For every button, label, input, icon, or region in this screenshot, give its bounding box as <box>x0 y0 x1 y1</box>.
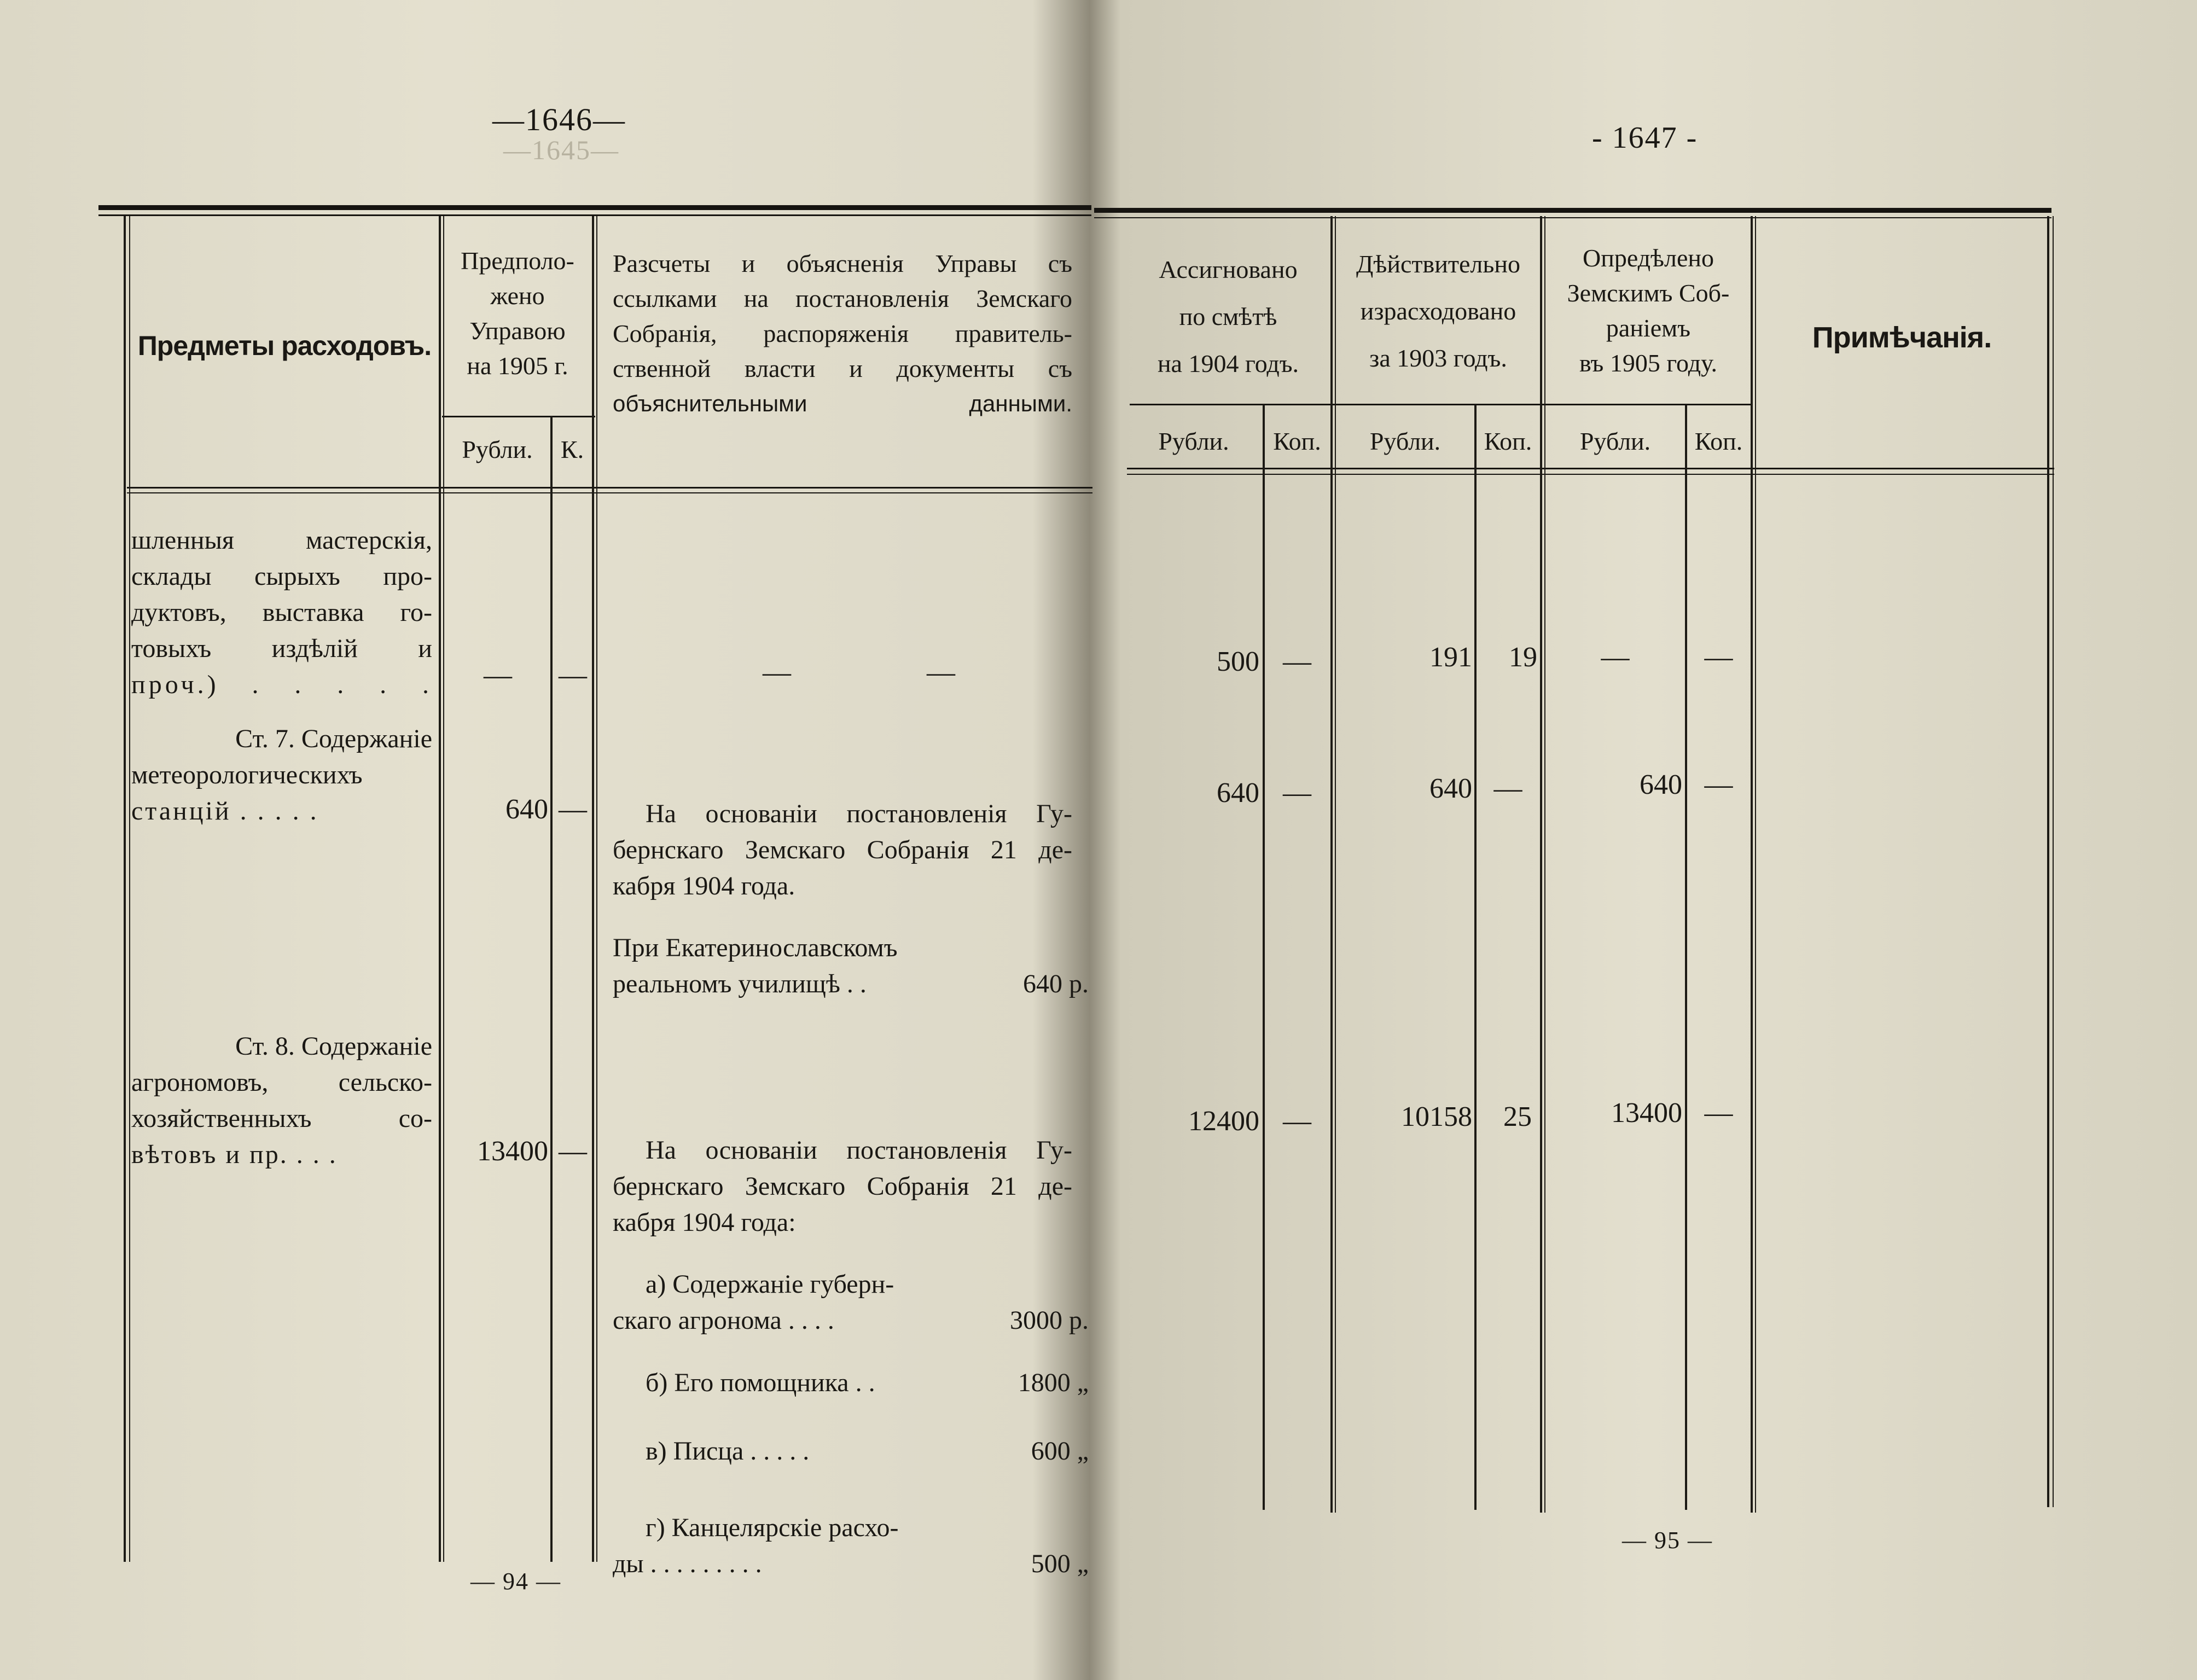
row2-note: На основаніи постановленія Гу- бернскаго Земскаго Собранія 21 де- кабря 1904 года. <box>613 799 1072 900</box>
items-column-rule-2 <box>443 216 444 1562</box>
right-border-rule-2 <box>2053 216 2054 1507</box>
header-assigned: Ассигновано по смѣтѣ на 1904 годъ. <box>1157 255 1299 377</box>
r1-det-kop: — <box>1704 642 1733 673</box>
right-header-rule-2 <box>1127 474 2054 475</box>
proposed-column-rule-2 <box>596 216 597 1562</box>
left-subheader-rule <box>442 416 595 417</box>
det-column-rule-2 <box>1755 216 1756 1513</box>
r2-actual-rubles: 640 <box>1429 773 1472 804</box>
r1-assigned-kop: — <box>1283 646 1311 677</box>
right-page-number: - 1647 - <box>1592 121 1698 155</box>
header-assigned-rubles: Рубли. <box>1158 427 1229 455</box>
left-header-rule <box>127 487 1092 489</box>
rubles-kop-rule <box>550 416 553 1562</box>
assigned-column-rule <box>1330 216 1333 1513</box>
left-footer-page-number: — 94 — <box>470 1568 561 1595</box>
header-rubles: Рубли. <box>462 435 533 463</box>
assigned-kop-rule <box>1263 405 1265 1510</box>
r3-assigned-kop: — <box>1283 1106 1311 1137</box>
r3-det-kop: — <box>1704 1097 1733 1129</box>
actual-column-rule-2 <box>1544 216 1545 1513</box>
header-actual-kop: Коп. <box>1484 427 1532 455</box>
item-row-1: шленныя мастерскія, склады сырыхъ про- дуктовъ, выставка го- товыхъ издѣлій и проч.) . . . . . <box>131 526 432 699</box>
row3-subline-d: г) Канцелярскіе расхо- ды . . . . . . . . . 500 „ <box>613 1510 1089 1582</box>
left-border-rule-2 <box>129 216 130 1562</box>
item-row-3: Ст. 8. Содержаніе агрономовъ, сельско- хозяйственныхъ со- вѣтовъ и пр. . . . <box>131 1032 432 1169</box>
header-assigned-kop: Коп. <box>1273 427 1321 455</box>
det-column-rule <box>1751 216 1753 1513</box>
right-header-rule <box>1127 468 2054 469</box>
row1-kop: — <box>559 660 587 691</box>
r3-assigned-rubles: 12400 <box>1188 1106 1259 1137</box>
header-kop: К. <box>560 435 584 463</box>
header-actual: Дѣйствительно израсходовано за 1903 годъ. <box>1356 250 1520 372</box>
row2-subline-value: 640 р. <box>1023 969 1089 998</box>
right-top-rule <box>1094 208 2051 213</box>
r1-assigned-rubles: 500 <box>1217 646 1259 677</box>
row3-rubles: 13400 <box>477 1136 548 1167</box>
right-footer-page-number: — 95 — <box>1622 1527 1713 1554</box>
left-page-bleed-number: —1645— <box>503 135 619 165</box>
r2-det-rubles: 640 <box>1640 769 1682 800</box>
right-subheader-rule <box>1130 404 1751 405</box>
left-page-number: —1646— <box>492 102 626 137</box>
right-top-rule-thin <box>1094 217 2051 218</box>
r2-assigned-rubles: 640 <box>1217 777 1259 809</box>
row3-subline-b: б) Его помощника . . 1800 „ <box>613 1365 1089 1401</box>
row1-note-dash-2: — <box>927 657 955 688</box>
header-det-rubles: Рубли. <box>1579 427 1651 455</box>
right-border-rule <box>2047 216 2049 1507</box>
assigned-column-rule-2 <box>1335 216 1336 1513</box>
det-kop-rule <box>1685 405 1687 1510</box>
row1-note-dash-1: — <box>763 657 791 688</box>
left-border-rule <box>124 216 126 1562</box>
left-header-rule-2 <box>127 492 1092 493</box>
row1-rubles: — <box>484 660 512 691</box>
left-top-rule-thin <box>98 214 1091 216</box>
row2-subline: При Екатеринославскомъ реальномъ училищѣ . . 640 р. <box>613 930 1089 1002</box>
row2-kop: — <box>559 794 587 825</box>
proposed-column-rule <box>592 216 594 1562</box>
r2-actual-kop: — <box>1493 773 1522 804</box>
r1-det-rubles: — <box>1601 642 1630 673</box>
item-row-2: Ст. 7. Содержаніе метеорологическихъ станцій . . . . . <box>131 724 432 826</box>
row3-subline-a-value: 3000 р. <box>1010 1306 1089 1335</box>
row3-subline-d-value: 500 „ <box>1031 1549 1089 1578</box>
row2-rubles: 640 <box>505 794 548 825</box>
r3-actual-kop: 25 <box>1503 1101 1532 1132</box>
left-top-rule <box>98 205 1091 210</box>
r1-actual-kop: 19 <box>1509 642 1537 673</box>
header-notes: Примѣчанія. <box>1812 321 1992 354</box>
r2-det-kop: — <box>1704 769 1733 800</box>
actual-kop-rule <box>1474 405 1477 1510</box>
r3-actual-rubles: 10158 <box>1401 1101 1472 1132</box>
header-det-kop: Коп. <box>1694 427 1743 455</box>
row3-subline-c: в) Писца . . . . . 600 „ <box>613 1433 1089 1469</box>
items-column-rule <box>439 216 441 1562</box>
r1-actual-rubles: 191 <box>1429 642 1472 673</box>
row3-note: На основаніи постановленія Гу- бернскаго Земскаго Собранія 21 де- кабря 1904 года: <box>613 1136 1072 1237</box>
header-items: Предметы расходовъ. <box>137 330 432 361</box>
row3-kop: — <box>559 1136 587 1167</box>
header-actual-rubles: Рубли. <box>1369 427 1441 455</box>
header-determined: Опредѣлено Земскимъ Соб- раніемъ въ 1905 году. <box>1567 244 1730 377</box>
row3-subline-c-value: 600 „ <box>1031 1437 1089 1466</box>
header-explanations: Разсчеты и объясненія Управы съ ссылками на постановленія Земскаго Собранія, распоряженія правитель- ственной власти и документы съ объяснительными данными. <box>613 249 1072 416</box>
header-proposed: Предполо- жено Управою на 1905 г. <box>461 247 574 380</box>
row3-subline-a: а) Содержаніе губерн- скаго агронома . . . . 3000 р. <box>613 1266 1089 1339</box>
row3-subline-b-value: 1800 „ <box>1018 1368 1089 1397</box>
r2-assigned-kop: — <box>1283 777 1311 809</box>
r3-det-rubles: 13400 <box>1611 1097 1682 1129</box>
actual-column-rule <box>1540 216 1542 1513</box>
